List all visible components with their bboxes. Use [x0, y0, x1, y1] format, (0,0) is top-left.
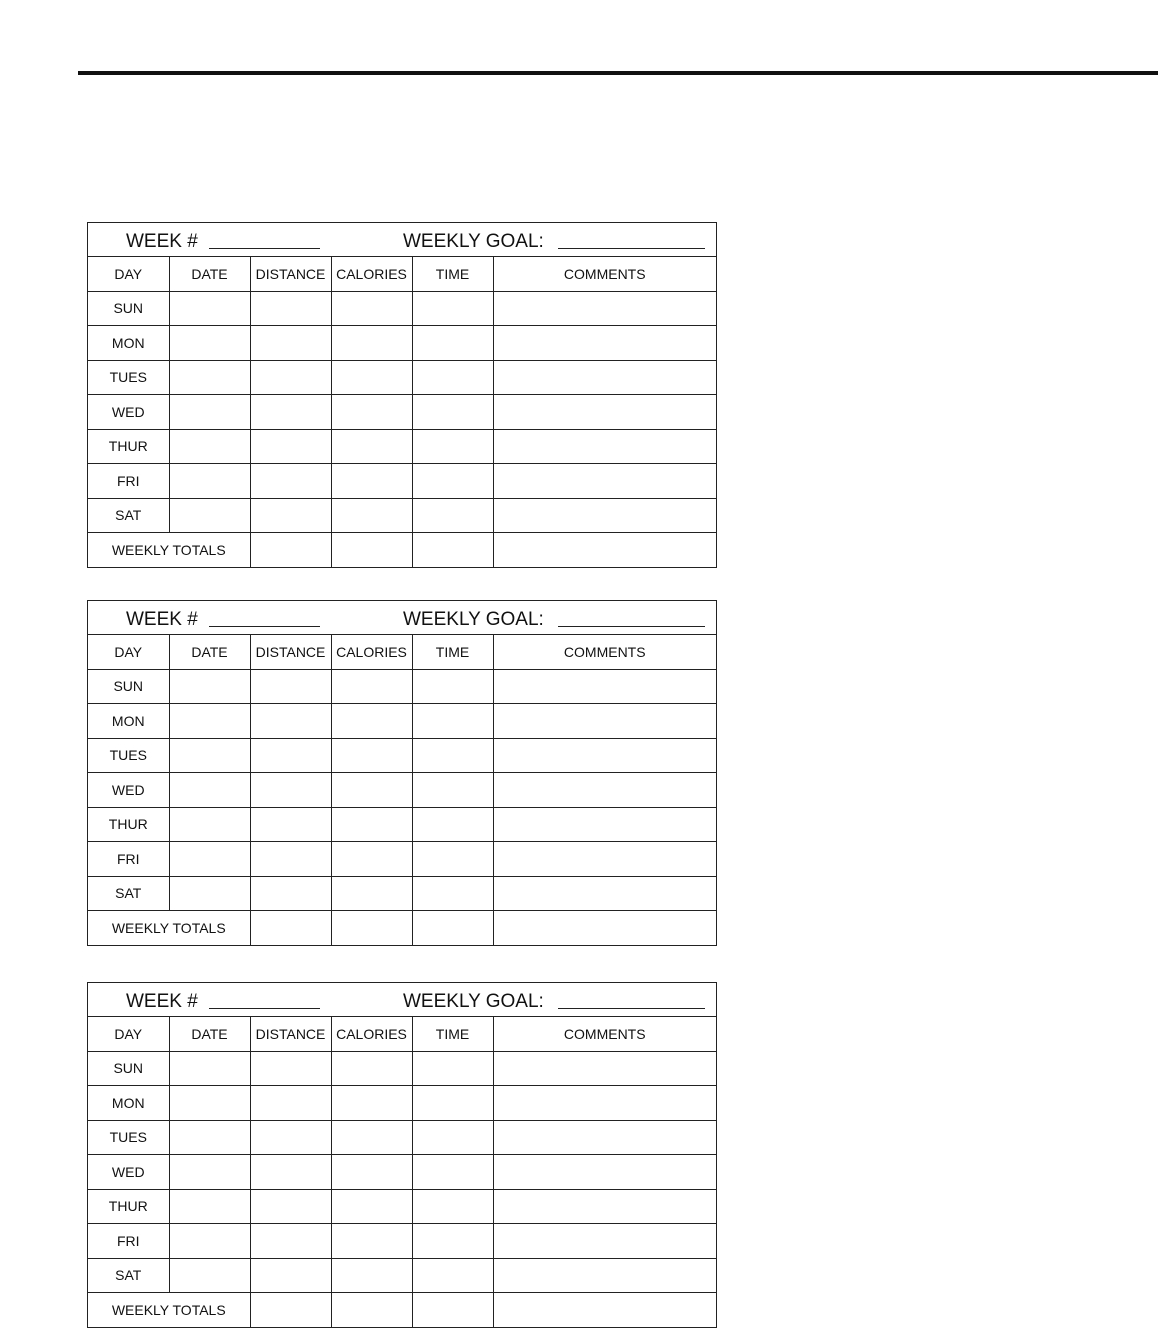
table-row: [88, 291, 716, 326]
calories-cell[interactable]: [331, 291, 412, 326]
comments-cell[interactable]: [493, 326, 716, 361]
comments-cell[interactable]: [493, 360, 716, 395]
col-time: TIME: [412, 635, 493, 669]
comments-total-cell[interactable]: [493, 533, 716, 567]
day-label: SAT: [88, 1258, 169, 1293]
comments-cell[interactable]: [493, 1155, 716, 1190]
time-cell[interactable]: [412, 291, 493, 326]
distance-total-cell[interactable]: [250, 533, 331, 567]
date-cell[interactable]: [169, 876, 250, 911]
day-label: SAT: [88, 498, 169, 533]
distance-cell[interactable]: [250, 360, 331, 395]
day-label: FRI: [88, 1224, 169, 1259]
table-row: [88, 326, 716, 361]
col-day: DAY: [88, 1017, 169, 1051]
date-cell[interactable]: [169, 807, 250, 842]
col-date: DATE: [169, 635, 250, 669]
day-label: SUN: [88, 291, 169, 326]
week-number-label: WEEK #: [126, 231, 198, 252]
calories-cell[interactable]: [331, 669, 412, 704]
date-cell[interactable]: [169, 1155, 250, 1190]
date-cell[interactable]: [169, 429, 250, 464]
comments-cell[interactable]: [493, 1258, 716, 1293]
day-label: SAT: [88, 876, 169, 911]
table-row: [88, 429, 716, 464]
date-cell[interactable]: [169, 291, 250, 326]
comments-total-cell[interactable]: [493, 1293, 716, 1327]
comments-cell[interactable]: [493, 842, 716, 877]
table-row: [88, 1189, 716, 1224]
distance-total-cell[interactable]: [250, 1293, 331, 1327]
calories-cell[interactable]: [331, 876, 412, 911]
log-table: [88, 1017, 716, 1327]
date-cell[interactable]: [169, 360, 250, 395]
week-number-field[interactable]: [209, 248, 320, 249]
calories-cell[interactable]: [331, 429, 412, 464]
time-cell[interactable]: [412, 1051, 493, 1086]
table-row: [88, 738, 716, 773]
day-label: SUN: [88, 669, 169, 704]
col-day: DAY: [88, 635, 169, 669]
comments-cell[interactable]: [493, 498, 716, 533]
totals-label: WEEKLY TOTALS: [88, 911, 250, 945]
weekly-goal-field[interactable]: [558, 626, 705, 627]
log-table: [88, 257, 716, 567]
time-cell[interactable]: [412, 1258, 493, 1293]
day-label: THUR: [88, 807, 169, 842]
date-cell[interactable]: [169, 464, 250, 499]
comments-cell[interactable]: [493, 429, 716, 464]
col-comments: COMMENTS: [493, 635, 716, 669]
table-row: [88, 498, 716, 533]
calories-cell[interactable]: [331, 1189, 412, 1224]
calories-cell[interactable]: [331, 326, 412, 361]
day-label: WED: [88, 395, 169, 430]
col-calories: CALORIES: [331, 635, 412, 669]
date-cell[interactable]: [169, 498, 250, 533]
time-cell[interactable]: [412, 773, 493, 808]
weekly-log-2: [87, 600, 717, 946]
date-cell[interactable]: [169, 1258, 250, 1293]
date-cell[interactable]: [169, 395, 250, 430]
date-cell[interactable]: [169, 1086, 250, 1121]
comments-cell[interactable]: [493, 1120, 716, 1155]
col-comments: COMMENTS: [493, 1017, 716, 1051]
distance-cell[interactable]: [250, 429, 331, 464]
comments-cell[interactable]: [493, 395, 716, 430]
totals-row: [88, 911, 716, 945]
distance-cell[interactable]: [250, 1189, 331, 1224]
comments-cell[interactable]: [493, 1224, 716, 1259]
day-label: THUR: [88, 1189, 169, 1224]
time-cell[interactable]: [412, 429, 493, 464]
time-total-cell[interactable]: [412, 911, 493, 945]
calories-total-cell[interactable]: [331, 533, 412, 567]
comments-cell[interactable]: [493, 1086, 716, 1121]
log-header: [88, 983, 716, 1017]
day-label: TUES: [88, 738, 169, 773]
calories-cell[interactable]: [331, 498, 412, 533]
weekly-goal-field[interactable]: [558, 248, 705, 249]
col-distance: DISTANCE: [250, 257, 331, 291]
time-total-cell[interactable]: [412, 1293, 493, 1327]
calories-cell[interactable]: [331, 1086, 412, 1121]
table-row: [88, 1051, 716, 1086]
totals-label: WEEKLY TOTALS: [88, 1293, 250, 1327]
weekly-goal-label: WEEKLY GOAL:: [403, 991, 544, 1012]
table-row: [88, 842, 716, 877]
day-label: MON: [88, 704, 169, 739]
col-calories: CALORIES: [331, 257, 412, 291]
table-row: [88, 669, 716, 704]
distance-cell[interactable]: [250, 704, 331, 739]
time-cell[interactable]: [412, 842, 493, 877]
time-cell[interactable]: [412, 326, 493, 361]
distance-cell[interactable]: [250, 876, 331, 911]
distance-cell[interactable]: [250, 291, 331, 326]
table-row: [88, 1258, 716, 1293]
comments-cell[interactable]: [493, 773, 716, 808]
weekly-goal-field[interactable]: [558, 1008, 705, 1009]
calories-total-cell[interactable]: [331, 1293, 412, 1327]
calories-cell[interactable]: [331, 842, 412, 877]
date-cell[interactable]: [169, 1051, 250, 1086]
time-cell[interactable]: [412, 1155, 493, 1190]
distance-cell[interactable]: [250, 1258, 331, 1293]
day-label: THUR: [88, 429, 169, 464]
date-cell[interactable]: [169, 1120, 250, 1155]
time-cell[interactable]: [412, 1189, 493, 1224]
top-rule: [78, 71, 1158, 75]
calories-cell[interactable]: [331, 464, 412, 499]
comments-cell[interactable]: [493, 1189, 716, 1224]
day-label: MON: [88, 1086, 169, 1121]
weekly-goal-label: WEEKLY GOAL:: [403, 231, 544, 252]
table-row: [88, 1120, 716, 1155]
col-date: DATE: [169, 1017, 250, 1051]
time-cell[interactable]: [412, 1224, 493, 1259]
distance-cell[interactable]: [250, 498, 331, 533]
day-label: WED: [88, 773, 169, 808]
table-row: [88, 1224, 716, 1259]
table-row: [88, 704, 716, 739]
time-cell[interactable]: [412, 360, 493, 395]
calories-cell[interactable]: [331, 1051, 412, 1086]
time-cell[interactable]: [412, 464, 493, 499]
time-cell[interactable]: [412, 498, 493, 533]
time-cell[interactable]: [412, 738, 493, 773]
col-day: DAY: [88, 257, 169, 291]
distance-cell[interactable]: [250, 1155, 331, 1190]
week-number-field[interactable]: [209, 1008, 320, 1009]
distance-total-cell[interactable]: [250, 911, 331, 945]
distance-cell[interactable]: [250, 1224, 331, 1259]
distance-cell[interactable]: [250, 807, 331, 842]
col-comments: COMMENTS: [493, 257, 716, 291]
day-label: FRI: [88, 464, 169, 499]
distance-cell[interactable]: [250, 669, 331, 704]
col-distance: DISTANCE: [250, 635, 331, 669]
column-header-row: [88, 635, 716, 669]
week-number-field[interactable]: [209, 626, 320, 627]
distance-cell[interactable]: [250, 395, 331, 430]
totals-row: [88, 533, 716, 567]
distance-cell[interactable]: [250, 1086, 331, 1121]
time-cell[interactable]: [412, 1086, 493, 1121]
table-row: [88, 1086, 716, 1121]
time-cell[interactable]: [412, 669, 493, 704]
calories-cell[interactable]: [331, 773, 412, 808]
distance-cell[interactable]: [250, 1120, 331, 1155]
table-row: [88, 773, 716, 808]
date-cell[interactable]: [169, 326, 250, 361]
table-row: [88, 360, 716, 395]
weekly-goal-label: WEEKLY GOAL:: [403, 609, 544, 630]
col-time: TIME: [412, 257, 493, 291]
totals-label: WEEKLY TOTALS: [88, 533, 250, 567]
table-row: [88, 1155, 716, 1190]
log-header: [88, 223, 716, 257]
comments-cell[interactable]: [493, 704, 716, 739]
time-total-cell[interactable]: [412, 533, 493, 567]
calories-cell[interactable]: [331, 704, 412, 739]
day-label: TUES: [88, 1120, 169, 1155]
comments-cell[interactable]: [493, 291, 716, 326]
comments-cell[interactable]: [493, 876, 716, 911]
day-label: TUES: [88, 360, 169, 395]
time-cell[interactable]: [412, 876, 493, 911]
calories-cell[interactable]: [331, 1120, 412, 1155]
date-cell[interactable]: [169, 773, 250, 808]
distance-cell[interactable]: [250, 773, 331, 808]
weekly-log-1: [87, 222, 717, 568]
col-time: TIME: [412, 1017, 493, 1051]
comments-total-cell[interactable]: [493, 911, 716, 945]
day-label: WED: [88, 1155, 169, 1190]
time-cell[interactable]: [412, 395, 493, 430]
column-header-row: [88, 1017, 716, 1051]
day-label: SUN: [88, 1051, 169, 1086]
table-row: [88, 464, 716, 499]
calories-cell[interactable]: [331, 395, 412, 430]
date-cell[interactable]: [169, 1189, 250, 1224]
distance-cell[interactable]: [250, 1051, 331, 1086]
distance-cell[interactable]: [250, 464, 331, 499]
time-cell[interactable]: [412, 807, 493, 842]
comments-cell[interactable]: [493, 464, 716, 499]
time-cell[interactable]: [412, 704, 493, 739]
date-cell[interactable]: [169, 738, 250, 773]
comments-cell[interactable]: [493, 669, 716, 704]
distance-cell[interactable]: [250, 738, 331, 773]
col-calories: CALORIES: [331, 1017, 412, 1051]
date-cell[interactable]: [169, 842, 250, 877]
calories-cell[interactable]: [331, 1224, 412, 1259]
log-header: [88, 601, 716, 635]
week-number-label: WEEK #: [126, 991, 198, 1012]
date-cell[interactable]: [169, 669, 250, 704]
totals-row: [88, 1293, 716, 1327]
column-header-row: [88, 257, 716, 291]
log-table: [88, 635, 716, 945]
week-number-label: WEEK #: [126, 609, 198, 630]
calories-cell[interactable]: [331, 360, 412, 395]
comments-cell[interactable]: [493, 1051, 716, 1086]
table-row: [88, 807, 716, 842]
table-row: [88, 876, 716, 911]
calories-cell[interactable]: [331, 807, 412, 842]
calories-total-cell[interactable]: [331, 911, 412, 945]
date-cell[interactable]: [169, 1224, 250, 1259]
date-cell[interactable]: [169, 704, 250, 739]
table-row: [88, 395, 716, 430]
col-date: DATE: [169, 257, 250, 291]
time-cell[interactable]: [412, 1120, 493, 1155]
distance-cell[interactable]: [250, 842, 331, 877]
day-label: MON: [88, 326, 169, 361]
distance-cell[interactable]: [250, 326, 331, 361]
col-distance: DISTANCE: [250, 1017, 331, 1051]
calories-cell[interactable]: [331, 1258, 412, 1293]
calories-cell[interactable]: [331, 1155, 412, 1190]
calories-cell[interactable]: [331, 738, 412, 773]
day-label: FRI: [88, 842, 169, 877]
comments-cell[interactable]: [493, 738, 716, 773]
weekly-log-3: [87, 982, 717, 1328]
comments-cell[interactable]: [493, 807, 716, 842]
